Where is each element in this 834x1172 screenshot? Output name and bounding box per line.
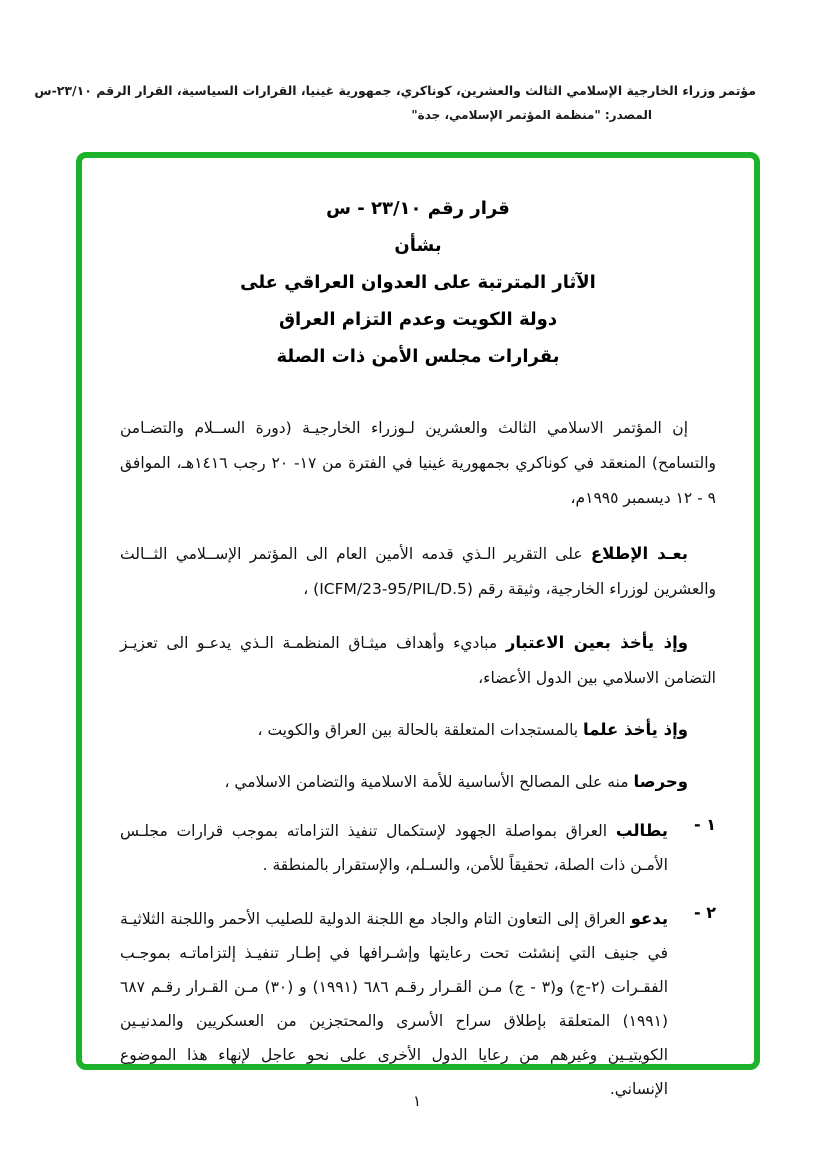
resolution-border-box: [76, 152, 760, 1098]
preamble-paragraph: [120, 712, 716, 748]
title-regarding: بشأن: [394, 235, 442, 256]
header-conference-line: مؤتمر وزراء الخارجية الإسلامي الثالث والعشرين، كوناكري، جمهورية غينيا، القرارات السياسية، القرار الرقم ٢٣/١٠-س: [34, 83, 756, 98]
page-number: ١: [412, 1092, 422, 1110]
preamble-paragraph: [120, 764, 716, 800]
operative-item: [120, 902, 716, 1106]
preamble-lead: بعـد الإطلاع: [590, 544, 688, 563]
item-lead: يدعو: [630, 909, 669, 928]
preamble-text: مباديء وأهداف ميثـاق المنظمـة الـذي يدعـو الى تعزيـز التضامن الاسلامي بين الدول الأعضاء،: [120, 634, 716, 687]
preamble-paragraph: [120, 625, 716, 696]
item-text-block: [120, 814, 668, 882]
item-lead: يطالب: [615, 821, 668, 840]
preamble-text: بالمستجدات المتعلقة بالحالة بين العراق والكويت ،: [257, 721, 579, 739]
operative-item: [120, 814, 716, 882]
item-text: العراق إلى التعاون التام والجاد مع اللجنة الدولية للصليب الأحمر واللجنة الثلاثيـة في جنيف التي إنشئت تحت رعايتها وإشـرافها في إطـار تنفيـذ إلتزاماتـه بموجـب الفقـرات (٢-ج) و(٣ - ج) مـن القـرار رقـم ٦٨٦ (١٩٩١) و (٣٠) مـن القـرار رقـم ٦٨٧ (١٩٩١) المتعلقة بإطلاق سراح الأسرى والمحتجزين من العسكريين والمدنيـين الكويتيـين وغيرهم من رعايا الدول الأخرى على نحو عاجل لإنهاء هذا الموضوع الإنساني.: [120, 910, 669, 1098]
preamble-text: منه على المصالح الأساسية للأمة الاسلامية والتضامن الاسلامي ،: [224, 773, 629, 791]
title-subject-line-2: دولة الكويت وعدم التزام العراق: [278, 309, 558, 330]
item-text-block: [120, 902, 668, 1106]
preamble-paragraph: [120, 411, 716, 516]
preamble-lead: وإذ يأخذ علما: [583, 720, 688, 739]
preamble-lead: وحرصا: [633, 772, 688, 791]
preamble-lead: وإذ يأخذ بعين الاعتبار: [505, 633, 688, 652]
document-header: [34, 83, 756, 122]
resolution-title: [120, 190, 716, 375]
preamble-text: إن المؤتمر الاسلامي الثالث والعشرين لـوزراء الخارجيـة (دورة الســلام والتضـامن والتسامح) المنعقد في كوناكري بجمهورية غينيا في الفترة من ١٧- ٢٠ رجب ١٤١٦هـ، الموافق ٩ - ١٢ ديسمبر ١٩٩٥م،: [120, 419, 716, 507]
preamble-text: على التقرير الـذي قدمه الأمين العام الى المؤتمر الإســلامي الثــالث والعشرين لوزراء الخارجية، وثيقة رقم (ICFM/23-95/PIL/D.5) ،: [120, 545, 716, 598]
header-source-line: المصدر: "منظمة المؤتمر الإسلامي، جدة": [411, 108, 652, 122]
item-number: ١ -: [694, 815, 716, 834]
preamble-paragraph: [120, 536, 716, 607]
item-text: العراق بمواصلة الجهود لإستكمال تنفيذ التزاماته بموجب قرارات مجلـس الأمـن ذات الصلة، تحقيقاً للأمن، والسـلم، والإستقرار بالمنطقة .: [120, 822, 668, 874]
title-subject-line-3: بقرارات مجلس الأمن ذات الصلة: [276, 346, 560, 367]
item-number: ٢ -: [694, 903, 716, 922]
title-subject-line-1: الآثار المترتبة على العدوان العراقي على: [240, 272, 596, 293]
title-resolution-number: قرار رقم ٢٣/١٠ - س: [326, 198, 510, 219]
